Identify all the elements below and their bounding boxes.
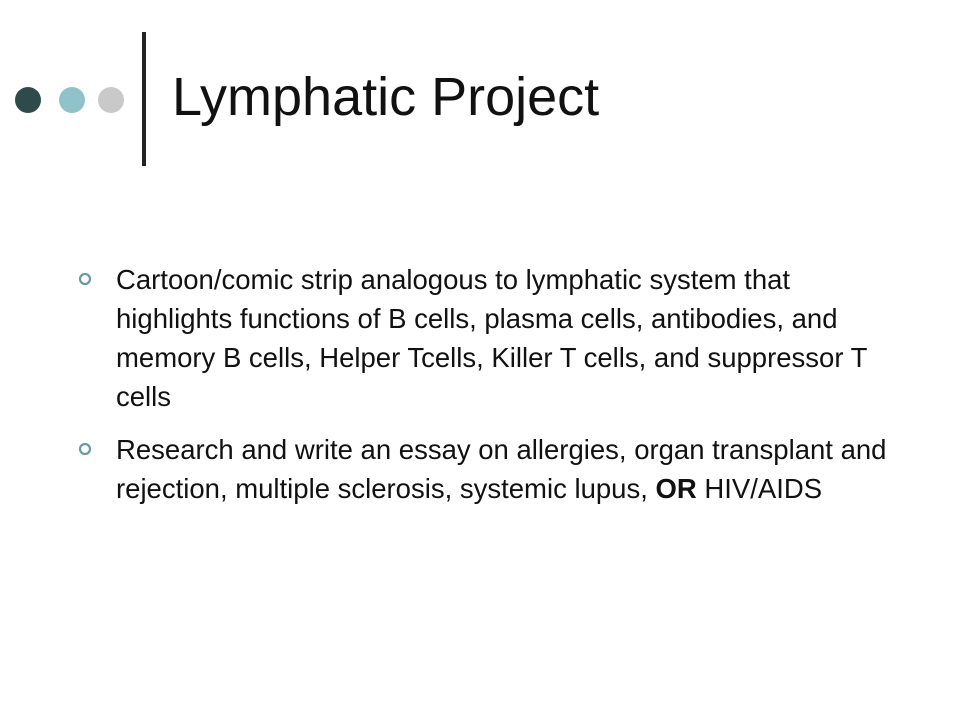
bullet-item [78,260,898,416]
bullet-text-segment: Cartoon/comic strip analogous to lymphatic system that highlights functions of B cells, plasma cells, antibodies, and memory B cells, Helper Tcells, Killer T cells, and suppressor T cells [116,264,867,412]
title-divider [142,32,146,166]
bullet-item [78,430,898,508]
bullet-text-emphasis: OR [655,473,697,504]
bullet-list [78,260,898,522]
bullet-text [116,264,867,412]
dot-teal [59,87,85,113]
bullet-text [116,434,886,504]
circle-bullet-icon [78,442,92,456]
bullet-text-segment: HIV/AIDS [696,473,823,504]
dot-dark [15,87,41,113]
decorative-dots [0,0,140,200]
bullet-text-segment: Research and write an essay on allergies, organ transplant and rejection, multiple sclerosis, systemic lupus, [116,434,887,504]
slide-title: Lymphatic Project [172,67,600,127]
dot-gray [98,87,124,113]
circle-bullet-icon [78,272,92,286]
